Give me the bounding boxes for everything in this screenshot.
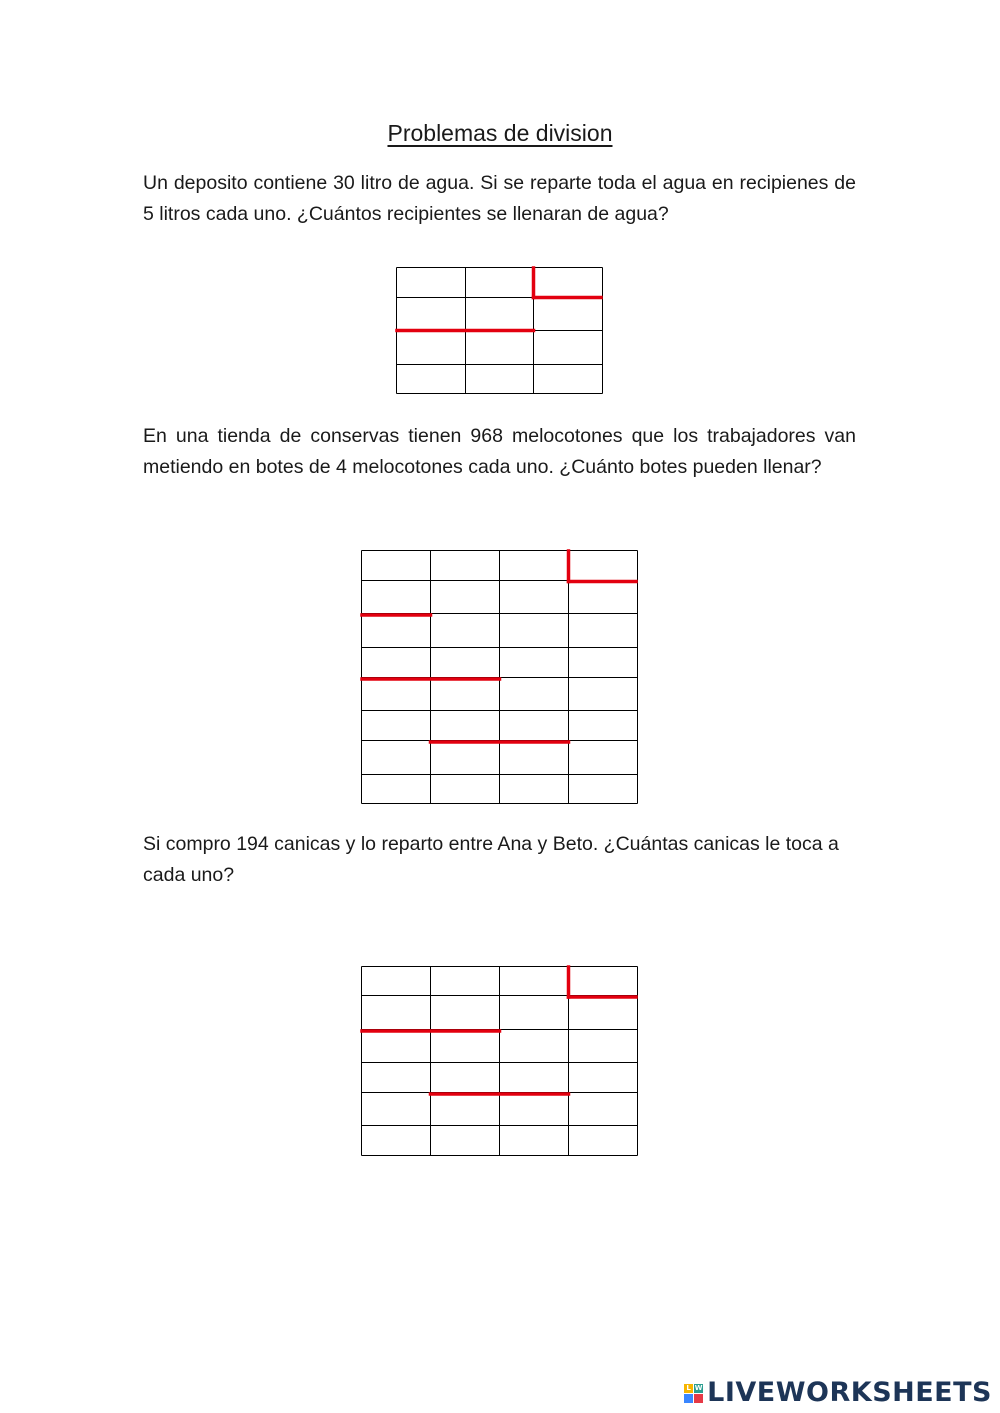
logo-letter: L — [684, 1384, 693, 1393]
division-grid-3 — [361, 966, 639, 1158]
liveworksheets-logo-icon — [684, 1384, 703, 1403]
page-title: Problemas de division — [387, 120, 613, 146]
liveworksheets-logo — [684, 1378, 992, 1408]
grid-lines — [362, 967, 638, 1156]
problem-2-text: En una tienda de conservas tienen 968 melocotones que los trabajadores van metiendo en botes de 4 melocotones cada uno. ¿Cuánto botes pueden llenar? — [143, 425, 856, 478]
grid-lines — [362, 551, 638, 804]
logo-letter: W — [694, 1383, 703, 1392]
problem-3-text: Si compro 194 canicas y lo reparto entre Ana y Beto. ¿Cuántas canicas le toca a cada uno? — [143, 833, 839, 886]
division-grid-1 — [396, 267, 604, 395]
liveworksheets-brand: LIVEWORKSHEETS — [707, 1377, 992, 1408]
problem-1-text: Un deposito contiene 30 litro de agua. Si se reparte toda el agua en recipienes de 5 litros cada uno. ¿Cuántos recipientes se llenaran de agua? — [143, 172, 856, 225]
division-grid-2 — [361, 550, 639, 806]
